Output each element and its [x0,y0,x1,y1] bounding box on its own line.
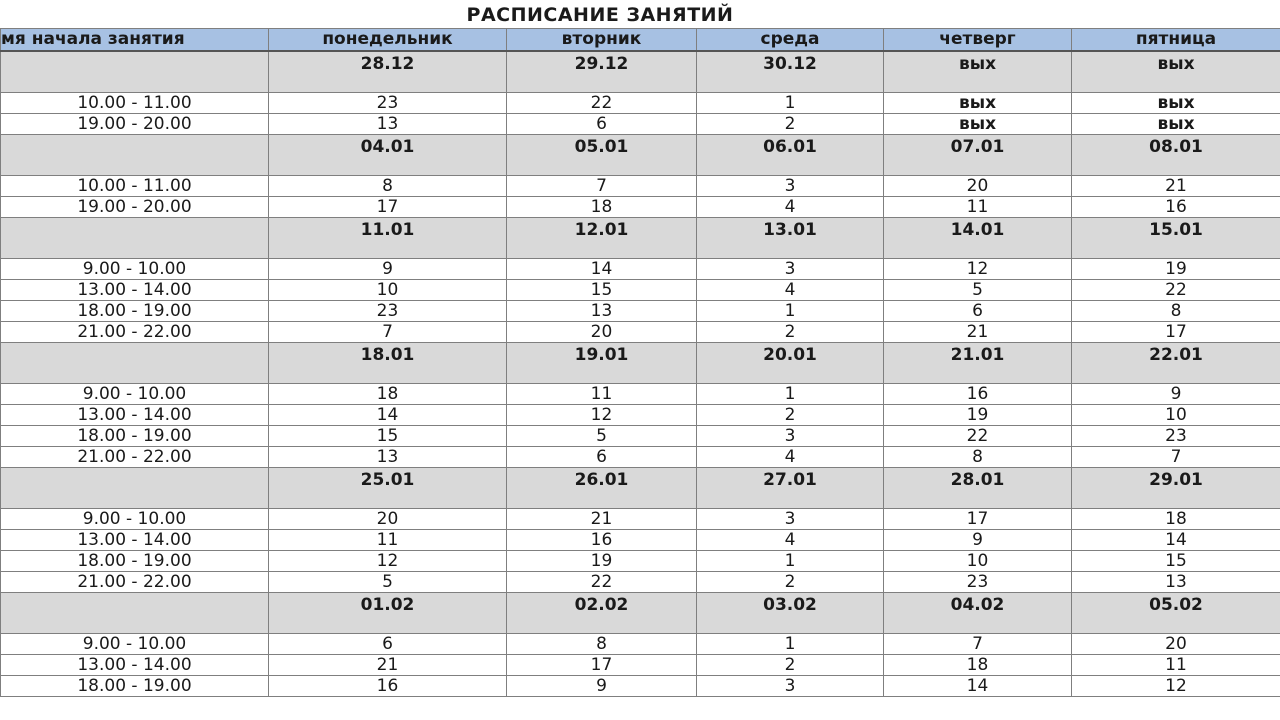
value-cell: 21 [884,322,1072,343]
value-cell: 13 [269,114,507,135]
date-cell: вых [1072,51,1280,93]
value-cell: 17 [884,509,1072,530]
value-cell: 3 [697,176,884,197]
value-cell: 19 [507,551,697,572]
date-cell: 29.12 [507,51,697,93]
value-cell: 6 [269,634,507,655]
value-cell: 10 [269,280,507,301]
value-cell: 13 [507,301,697,322]
value-cell: 9 [269,259,507,280]
date-cell: 06.01 [697,135,884,176]
time-slot-row [1,197,1280,218]
time-slot-row [1,551,1280,572]
value-cell: 1 [697,93,884,114]
week-date-row [1,51,1280,93]
value-cell: 19 [884,405,1072,426]
date-cell: 19.01 [507,343,697,384]
column-header-day: вторник [507,29,697,52]
value-cell: 11 [1072,655,1280,676]
value-cell: 14 [1072,530,1280,551]
time-slot-cell: 13.00 - 14.00 [1,280,269,301]
value-cell: 15 [1072,551,1280,572]
time-slot-cell: 9.00 - 10.00 [1,634,269,655]
value-cell: вых [1072,114,1280,135]
value-cell: 20 [884,176,1072,197]
value-cell: 18 [269,384,507,405]
column-header-time: мя начала занятия [1,29,269,52]
value-cell: 22 [507,93,697,114]
value-cell: 12 [269,551,507,572]
value-cell: 3 [697,259,884,280]
value-cell: 6 [884,301,1072,322]
value-cell: 5 [507,426,697,447]
time-slot-cell: 18.00 - 19.00 [1,676,269,697]
time-slot-row [1,426,1280,447]
date-cell: 11.01 [269,218,507,259]
date-cell: 05.02 [1072,593,1280,634]
value-cell: 7 [507,176,697,197]
week-date-row [1,218,1280,259]
time-slot-cell: 19.00 - 20.00 [1,197,269,218]
value-cell: 17 [507,655,697,676]
value-cell: 1 [697,301,884,322]
column-header-day: пятница [1072,29,1280,52]
date-row-spacer [1,51,269,93]
value-cell: 14 [507,259,697,280]
date-cell: 18.01 [269,343,507,384]
time-slot-cell: 9.00 - 10.00 [1,259,269,280]
time-slot-row [1,572,1280,593]
time-slot-cell: 21.00 - 22.00 [1,447,269,468]
time-slot-cell: 21.00 - 22.00 [1,322,269,343]
date-row-spacer [1,468,269,509]
value-cell: 13 [1072,572,1280,593]
value-cell: 5 [884,280,1072,301]
week-date-row [1,343,1280,384]
value-cell: 1 [697,384,884,405]
date-row-spacer [1,593,269,634]
time-slot-cell: 9.00 - 10.00 [1,509,269,530]
date-cell: 27.01 [697,468,884,509]
time-slot-row [1,447,1280,468]
week-date-row [1,468,1280,509]
value-cell: 23 [269,93,507,114]
schedule-body [1,51,1280,697]
value-cell: 14 [884,676,1072,697]
value-cell: 7 [1072,447,1280,468]
value-cell: 8 [884,447,1072,468]
date-cell: 05.01 [507,135,697,176]
value-cell: 22 [884,426,1072,447]
value-cell: 16 [269,676,507,697]
schedule-table [0,28,1280,697]
date-cell: 13.01 [697,218,884,259]
value-cell: 11 [884,197,1072,218]
value-cell: 9 [884,530,1072,551]
value-cell: 4 [697,447,884,468]
time-slot-cell: 19.00 - 20.00 [1,114,269,135]
value-cell: 2 [697,322,884,343]
time-slot-cell: 13.00 - 14.00 [1,655,269,676]
date-cell: 20.01 [697,343,884,384]
date-cell: 02.02 [507,593,697,634]
date-cell: 29.01 [1072,468,1280,509]
value-cell: 18 [507,197,697,218]
value-cell: 8 [507,634,697,655]
date-cell: 22.01 [1072,343,1280,384]
value-cell: 2 [697,655,884,676]
date-cell: 04.01 [269,135,507,176]
date-cell: 15.01 [1072,218,1280,259]
time-slot-row [1,176,1280,197]
header-row [1,29,1280,52]
date-cell: 04.02 [884,593,1072,634]
value-cell: 22 [507,572,697,593]
value-cell: 18 [1072,509,1280,530]
value-cell: 10 [884,551,1072,572]
value-cell: 2 [697,572,884,593]
date-cell: 07.01 [884,135,1072,176]
value-cell: 16 [884,384,1072,405]
date-cell: 28.12 [269,51,507,93]
time-slot-row [1,405,1280,426]
value-cell: 9 [1072,384,1280,405]
time-slot-cell: 10.00 - 11.00 [1,93,269,114]
page-title: РАСПИСАНИЕ ЗАНЯТИЙ [466,4,734,26]
time-slot-row [1,676,1280,697]
column-header-day: четверг [884,29,1072,52]
value-cell: вых [884,114,1072,135]
value-cell: 7 [884,634,1072,655]
time-slot-row [1,301,1280,322]
date-cell: 28.01 [884,468,1072,509]
value-cell: 17 [1072,322,1280,343]
value-cell: вых [1072,93,1280,114]
value-cell: 16 [507,530,697,551]
time-slot-row [1,93,1280,114]
value-cell: 2 [697,114,884,135]
value-cell: 23 [1072,426,1280,447]
value-cell: 4 [697,197,884,218]
value-cell: 20 [507,322,697,343]
time-slot-cell: 13.00 - 14.00 [1,530,269,551]
column-header-day: среда [697,29,884,52]
value-cell: 22 [1072,280,1280,301]
date-row-spacer [1,135,269,176]
value-cell: 21 [507,509,697,530]
value-cell: 12 [507,405,697,426]
value-cell: 21 [269,655,507,676]
date-cell: 03.02 [697,593,884,634]
value-cell: 12 [884,259,1072,280]
value-cell: 16 [1072,197,1280,218]
value-cell: 20 [1072,634,1280,655]
date-row-spacer [1,343,269,384]
date-cell: 25.01 [269,468,507,509]
value-cell: 4 [697,280,884,301]
date-cell: 26.01 [507,468,697,509]
value-cell: 2 [697,405,884,426]
value-cell: 6 [507,447,697,468]
time-slot-row [1,509,1280,530]
time-slot-cell: 18.00 - 19.00 [1,426,269,447]
value-cell: 3 [697,676,884,697]
value-cell: 10 [1072,405,1280,426]
time-slot-cell: 13.00 - 14.00 [1,405,269,426]
time-slot-cell: 21.00 - 22.00 [1,572,269,593]
time-slot-cell: 10.00 - 11.00 [1,176,269,197]
value-cell: 12 [1072,676,1280,697]
value-cell: 9 [507,676,697,697]
value-cell: 1 [697,551,884,572]
value-cell: 13 [269,447,507,468]
value-cell: 3 [697,509,884,530]
week-date-row [1,593,1280,634]
week-date-row [1,135,1280,176]
value-cell: 23 [884,572,1072,593]
value-cell: 20 [269,509,507,530]
date-cell: 01.02 [269,593,507,634]
value-cell: 11 [269,530,507,551]
value-cell: вых [884,93,1072,114]
time-slot-row [1,259,1280,280]
value-cell: 6 [507,114,697,135]
time-slot-row [1,655,1280,676]
time-slot-row [1,280,1280,301]
date-cell: 08.01 [1072,135,1280,176]
time-slot-cell: 18.00 - 19.00 [1,551,269,572]
value-cell: 8 [269,176,507,197]
date-cell: 30.12 [697,51,884,93]
value-cell: 17 [269,197,507,218]
value-cell: 15 [269,426,507,447]
time-slot-row [1,322,1280,343]
date-row-spacer [1,218,269,259]
date-cell: вых [884,51,1072,93]
value-cell: 11 [507,384,697,405]
value-cell: 18 [884,655,1072,676]
value-cell: 3 [697,426,884,447]
time-slot-row [1,384,1280,405]
value-cell: 21 [1072,176,1280,197]
value-cell: 14 [269,405,507,426]
time-slot-row [1,114,1280,135]
time-slot-row [1,530,1280,551]
time-slot-row [1,634,1280,655]
time-slot-cell: 18.00 - 19.00 [1,301,269,322]
value-cell: 15 [507,280,697,301]
value-cell: 7 [269,322,507,343]
value-cell: 23 [269,301,507,322]
value-cell: 8 [1072,301,1280,322]
value-cell: 4 [697,530,884,551]
column-header-day: понедельник [269,29,507,52]
date-cell: 14.01 [884,218,1072,259]
date-cell: 21.01 [884,343,1072,384]
date-cell: 12.01 [507,218,697,259]
value-cell: 5 [269,572,507,593]
value-cell: 19 [1072,259,1280,280]
value-cell: 1 [697,634,884,655]
time-slot-cell: 9.00 - 10.00 [1,384,269,405]
